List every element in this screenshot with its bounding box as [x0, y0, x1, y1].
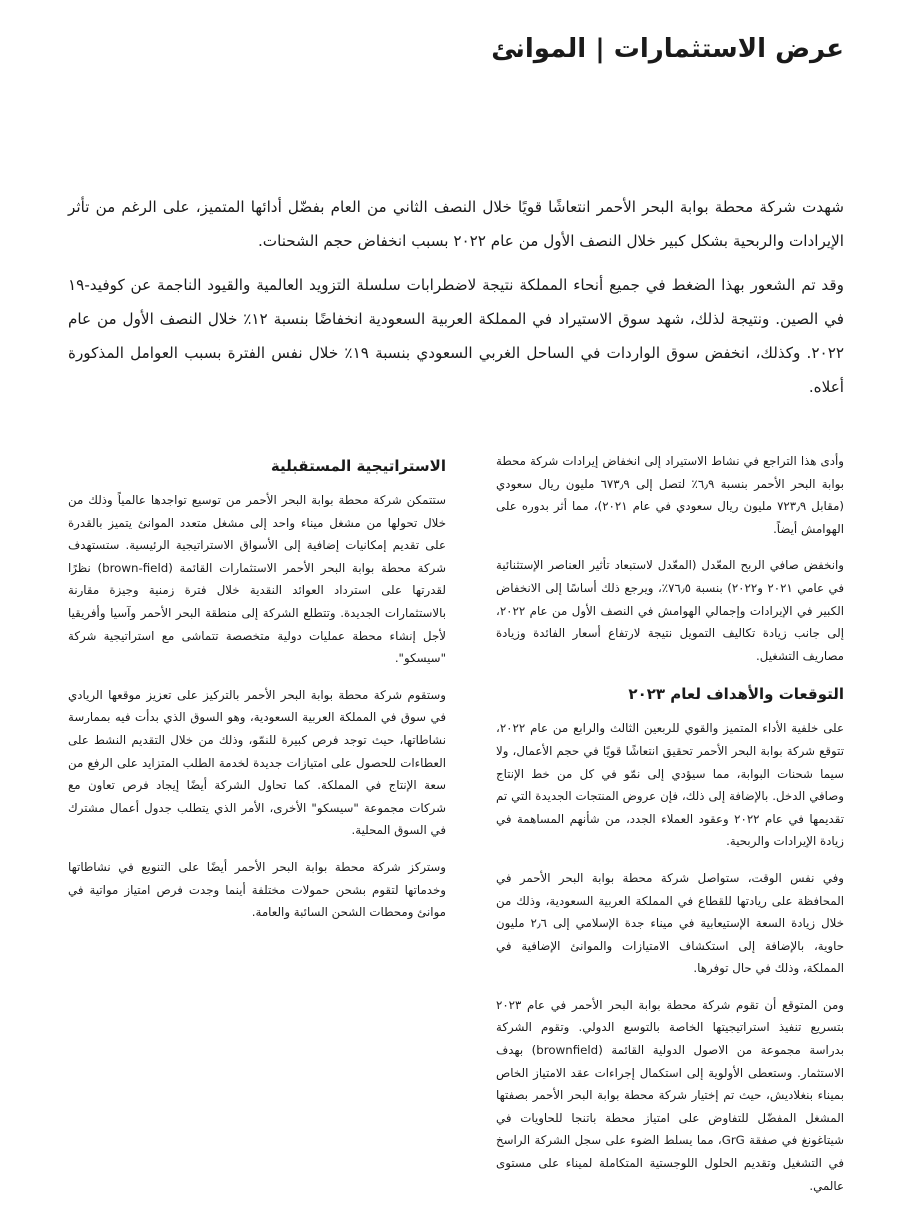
outlook-heading: التوقعات والأهداف لعام ٢٠٢٣: [628, 685, 844, 704]
body-paragraph: وانخفض صافي الربح المعّدل (المعّدل لاستبعاد تأثير العناصر الإستثنائية في عامي ٢٠٢١ و٢٠٢٢) بنسبة ٧٦٫٥٪، ويرجع ذلك أساسًا إلى الانخفاض الكبير في الإيرادات وإجمالي الهوامش في النصف الأول من عام ٢٠٢٢، إلى جانب زيادة تكاليف التمويل نتيجة لارتفاع أسعار الفائدة وزيادة مصاريف التشغيل.: [496, 558, 844, 663]
page-title: عرض الاستثمارات | الموانئ: [491, 34, 844, 64]
body-paragraph: وستركز شركة محطة بوابة البحر الأحمر أيضًا على التنويع في نشاطاتها وخدماتها لتقوم بشحن حمولات مختلفة أينما وجدت فرص امتياز مواتية في موانئ ومحطات الشحن السائبة والعامة.: [68, 859, 446, 920]
body-paragraph: ومن المتوقع أن تقوم شركة محطة بوابة البحر الأحمر في عام ٢٠٢٣ بتسريع تنفيذ استراتيجيتها الخاصة بالتوسع الدولي. وتقوم الشركة بدراسة مجموعة من الاصول الدولية القائمة (brownfield) بهدف الاستثمار. وستعطى الأولوية إلى استكمال إجراءات عقد الامتياز الخاص بميناء بنغلاديش، حيث تم إختيار شركة محطة بوابة البحر الأحمر بصفتها المشغل المفضّل للتفاوض على امتياز محطة باتنجا للحاويات في شيتاغونغ في صفقة GrG، مما يسلط الضوء على سجل الشركة الراسخ في التشغيل وتقديم الحلول اللوجستية المتكاملة لميناء على مستوى عالمي.: [496, 997, 845, 1193]
left-column: [68, 453, 446, 938]
body-paragraph: وفي نفس الوقت، ستواصل شركة محطة بوابة البحر الأحمر في المحافظة على ريادتها للقطاع في المملكة العربية السعودية، وذلك من خلال زيادة السعة الإستيعابية في ميناء جدة الإسلامي إلى ٢٫٦ مليون حاوية، بالإضافة إلى استكشاف الامتيازات والموانئ الإضافية في المملكة، وذلك في حال توفرها.: [496, 870, 844, 976]
body-paragraph: ستتمكن شركة محطة بوابة البحر الأحمر من توسيع تواجدها عالمياً وذلك من خلال تحولها من مشغل ميناء واحد إلى مشغل متعدد الموانئ يتميز بالقدرة على تقديم إمكانيات إضافية إلى الأسواق الاستراتيجية الرئيسية. ستستهدف شركة محطة بوابة البحر الأحمر الاستثمارات القائمة (brown-field) نظرًا لقدرتها على استرداد العوائد النقدية خلال فترة زمنية وجيزة مقارنة بالاستثمارات الجديدة. وتتطلع الشركة إلى منطقة البحر الأحمر وآسيا وأفريقيا لأجل إنشاء محطة عمليات دولية متخصصة تتماشى مع استراتيجية شركة "سيسكو".: [68, 493, 446, 666]
right-column: [496, 450, 844, 1211]
body-paragraph: وستقوم شركة محطة بوابة البحر الأحمر بالتركيز على تعزيز موقعها الريادي في سوق في المملكة العربية السعودية، وهو السوق الذي بدأت فيه بممارسة نشاطاتها، حيث توجد فرص كبيرة للنمّو، وذلك من خلال التقديم النشط على العطاءات للحصول على امتيازات جديدة لخدمة الطلب المتزايد على الرفع من سعة الإنتاج في المملكة. كما تحاول الشركة أيضًا إيجاد فرص تعاون مع شركات مجموعة "سيسكو" الأخرى، الأمر الذي يتطلب جدول أعمال مشترك في السوق المحلية.: [68, 687, 446, 838]
body-paragraph: وأدى هذا التراجع في نشاط الاستيراد إلى انخفاض إيرادات شركة محطة بوابة البحر الأحمر بنسبة ٦٫٩٪ لتصل إلى ٦٧٣٫٩ مليون ريال سعودي (مقابل ٧٢٣٫٩ مليون ريال سعودي في عام ٢٠٢١)، مما أثر بدوره على الهوامش أيضاً.: [496, 454, 844, 536]
intro-paragraph: شهدت شركة محطة بوابة البحر الأحمر انتعاشًا قويًا خلال النصف الثاني من العام بفضّل أدائها المتميز، على الرغم من تأثر الإيرادات والربحية بشكل كبير خلال النصف الأول من عام ٢٠٢٢ بسبب انخفاض حجم الشحنات.: [68, 198, 844, 250]
intro-paragraph: وقد تم الشعور بهذا الضغط في جميع أنحاء المملكة نتيجة لاضطرابات سلسلة التزويد العالمية والقيود الناجمة عن كوفيد-١٩ في الصين. ونتيجة لذلك، شهد سوق الاستيراد في المملكة العربية السعودية انخفاضًا بنسبة ١٢٪ خلال النصف الأول من عام ٢٠٢٢. وكذلك، انخفض سوق الواردات في الساحل الغربي السعودي بنسبة ١٩٪ خلال نفس الفترة بسبب العوامل المذكورة أعلاه.: [68, 276, 845, 396]
strategy-heading: الاستراتيجية المستقبلية: [270, 457, 446, 475]
body-paragraph: على خلفية الأداء المتميز والقوي للربعين الثالث والرابع من عام ٢٠٢٢، تتوقع شركة بوابة البحر الأحمر تحقيق انتعاشًا قويًا في حجم الأعمال، ولا سيما شحنات البوابة، مما سيؤدي إلى نمّو في كل من خط الإنتاج وصافي الدخل. بالإضافة إلى ذلك، فإن عروض المنتجات الجديدة التي تم تقديمها في عام ٢٠٢٢ وعقود العملاء الجدد، من شأنهم المساهمة في زيادة الإيرادات والربحية.: [496, 721, 844, 849]
intro-section: [68, 190, 844, 414]
